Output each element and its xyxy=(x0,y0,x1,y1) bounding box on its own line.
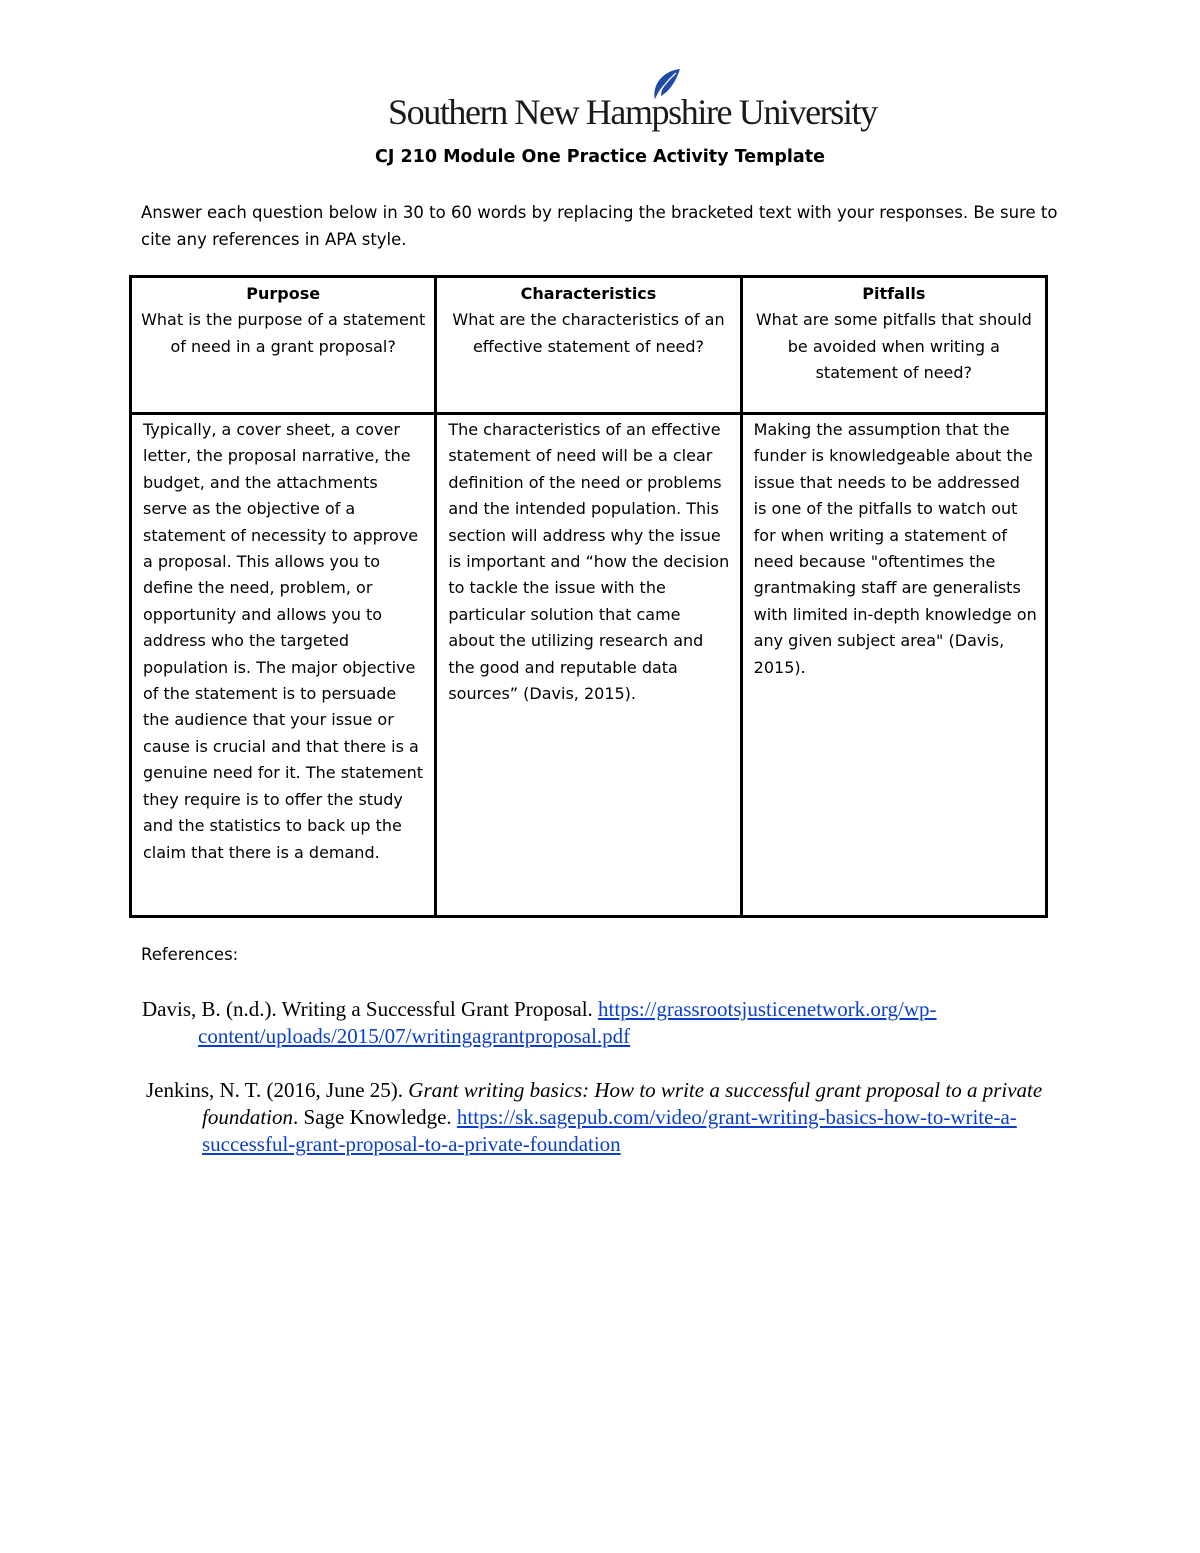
column-label: Characteristics xyxy=(520,284,657,303)
column-label: Purpose xyxy=(246,284,321,303)
reference-text: Davis, B. (n.d.). Writing a Successful Grant Proposal. xyxy=(142,997,599,1021)
reference-entry-jenkins xyxy=(146,1077,1102,1158)
answer-cell-purpose[interactable]: Typically, a cover sheet, a cover letter, the proposal narrative, the budget, and the attachments serve as the objective of a statement of necessity to approve a proposal. This allows you to define the need, problem, or opportunity and allows you to address who the targeted population is. The major objective of the statement is to persuade the audience that your issue or cause is crucial and that there is a genuine need for it. The statement they require is to offer the study and the statistics to back up the claim that there is a demand. xyxy=(131,414,436,917)
header-cell-purpose xyxy=(131,277,436,414)
column-label: Pitfalls xyxy=(862,284,926,303)
column-question: What are the characteristics of an effective statement of need? xyxy=(452,310,725,356)
university-logo xyxy=(388,68,877,138)
column-question: What is the purpose of a statement of need in a grant proposal? xyxy=(141,310,426,356)
references-heading: References: xyxy=(141,945,239,964)
logo-text: Southern New Hampshire University xyxy=(388,92,877,132)
answer-cell-pitfalls[interactable]: Making the assumption that the funder is knowledgeable about the issue that needs to be addressed is one of the pitfalls to watch out for when writing a statement of need because "oftentimes the grantmaking staff are generalists with limited in-depth knowledge on any given subject area" (Davis, 2015). xyxy=(741,414,1046,917)
reference-link[interactable]: https://sk.sagepub.com/video/grant-writing-basics-how-to-write-a-successful-grant-proposal-to-a-private-foundation xyxy=(202,1105,1017,1156)
activity-table xyxy=(129,275,1048,918)
reference-text: . Sage Knowledge. xyxy=(293,1105,457,1129)
table-header-row xyxy=(131,277,1047,414)
header-cell-characteristics xyxy=(436,277,741,414)
instructions-text: Answer each question below in 30 to 60 words by replacing the bracketed text with your responses. Be sure to cite any references in APA style. xyxy=(141,203,1058,249)
reference-link[interactable]: https://grassrootsjusticenetwork.org/wp-content/uploads/2015/07/writingagrantproposal.pdf xyxy=(198,997,937,1048)
header-cell-pitfalls xyxy=(741,277,1046,414)
table-answer-row xyxy=(131,414,1047,917)
answer-cell-characteristics[interactable]: The characteristics of an effective statement of need will be a clear definition of the need or problems and the intended population. This section will address why the issue is important and “how the decision to tackle the issue with the particular solution that came about the utilizing research and the good and reputable data sources” (Davis, 2015). xyxy=(436,414,741,917)
reference-entry-davis xyxy=(142,996,1098,1050)
page-title: CJ 210 Module One Practice Activity Template xyxy=(375,147,825,167)
column-question: What are some pitfalls that should be avoided when writing a statement of need? xyxy=(755,310,1032,383)
reference-title: Grant writing basics: How to write a successful grant proposal to a private foundation xyxy=(202,1078,1043,1129)
reference-text: Jenkins, N. T. (2016, June 25). xyxy=(146,1078,409,1102)
